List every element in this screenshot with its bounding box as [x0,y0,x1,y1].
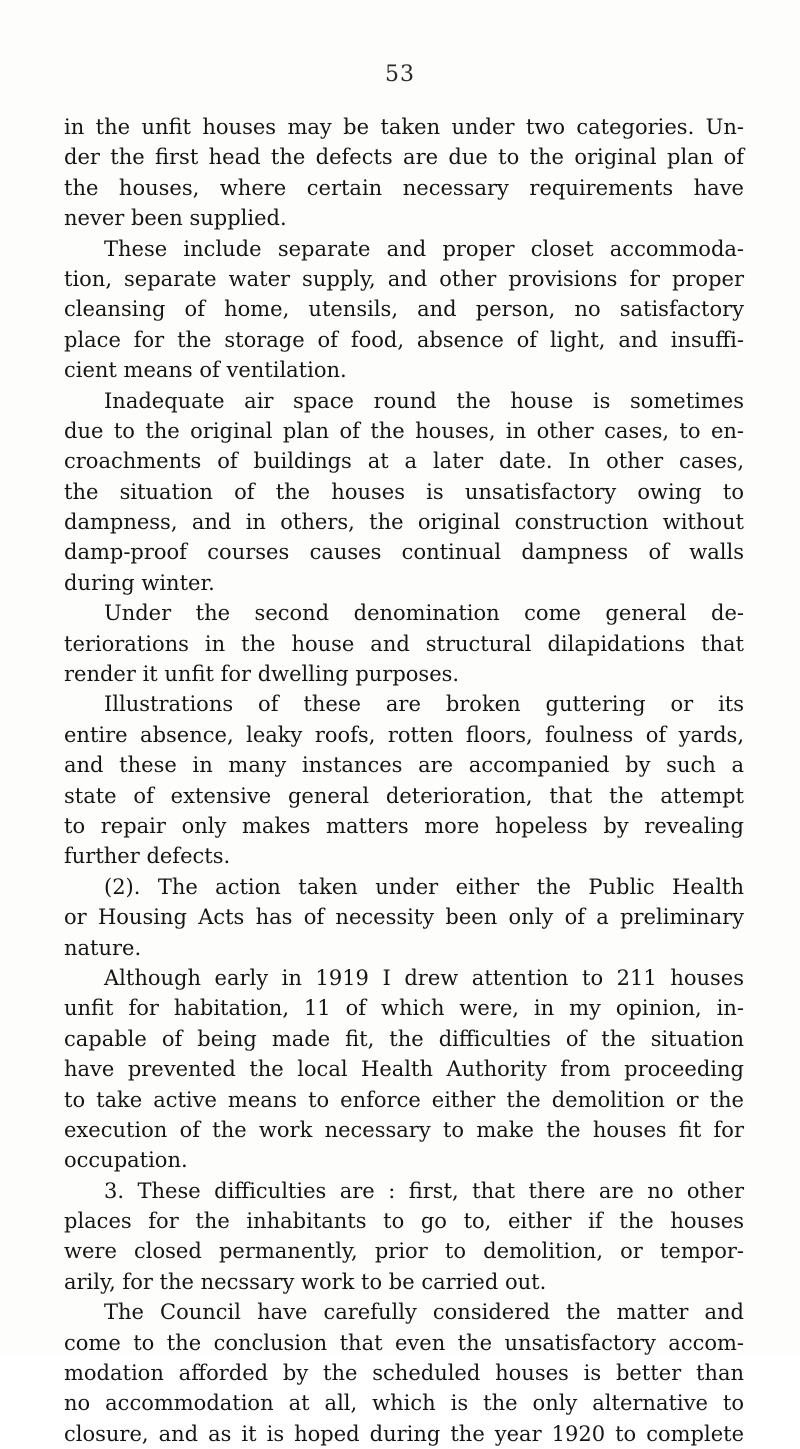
text-line: state of extensive general deterioration, that the attempt [64,783,744,808]
text-line: render it unfit for dwelling purposes. [64,662,460,687]
text-line: 3. These difficulties are : first, that there are no other [104,1178,744,1203]
text-line: to repair only makes matters more hopeless by revealing [64,813,744,838]
text-line: unfit for habitation, 11 of which were, in my opinion, in- [64,996,744,1021]
text-line: the houses, where certain necessary requirements have [64,175,744,200]
text-line: Although early in 1919 I drew attention to 211 houses [104,965,744,990]
text-line: tion, separate water supply, and other provisions for proper [64,266,744,291]
text-line: damp-proof courses causes continual dampness of walls [64,540,744,565]
text-line: execution of the work necessary to make the houses fit for [64,1117,744,1142]
text-line: occupation. [64,1148,188,1173]
text-line: never been supplied. [64,206,287,231]
text-line: cleansing of home, utensils, and person, no satisfactory [64,297,744,322]
text-line: have prevented the local Health Authority from proceeding [64,1057,744,1082]
text-line: and these in many instances are accompanied by such a [64,753,744,778]
text-line: The Council have carefully considered the matter and [104,1300,744,1325]
text-line: were closed permanently, prior to demolition, or tempor- [64,1239,744,1264]
text-line: der the first head the defects are due to the original plan of [64,145,744,170]
body-text [64,112,744,1449]
text-line: further defects. [64,844,231,869]
text-line: croachments of buildings at a later date. In other cases, [64,449,744,474]
text-line: Inadequate air space round the house is sometimes [104,388,744,413]
text-line: Illustrations of these are broken guttering or its [104,692,744,717]
text-line: teriorations in the house and structural dilapidations that [64,631,744,656]
text-line: entire absence, leaky roofs, rotten floors, foulness of yards, [64,722,744,747]
text-line: Under the second denomination come general de- [104,601,744,626]
text-line: arily, for the necssary work to be carried out. [64,1269,547,1294]
text-line: due to the original plan of the houses, in other cases, to en- [64,418,744,443]
text-line: during winter. [64,570,215,595]
text-line: nature. [64,935,142,960]
text-line: These include separate and proper closet accommoda- [104,236,744,261]
text-line: the situation of the houses is unsatisfactory owing to [64,479,744,504]
text-line: come to the conclusion that even the unsatisfactory accom- [64,1330,744,1355]
text-line: dampness, and in others, the original construction without [64,510,744,535]
text-line: places for the inhabitants to go to, either if the houses [64,1209,744,1234]
text-line: modation afforded by the scheduled houses is better than [64,1361,744,1386]
text-line: cient means of ventilation. [64,358,347,383]
text-line: no accommodation at all, which is the only alternative to [64,1391,744,1416]
text-line: capable of being made fit, the difficulties of the situation [64,1026,744,1051]
text-line: closure, and as it is hoped during the year 1920 to complete [64,1421,744,1446]
text-line: place for the storage of food, absence of light, and insuffi- [64,327,744,352]
page-number: 53 [385,62,415,87]
text-line: in the unfit houses may be taken under two categories. Un- [64,115,744,139]
text-line: (2). The action taken under either the Public Health [104,874,744,899]
text-line: or Housing Acts has of necessity been only of a preliminary [64,905,744,930]
text-line: to take active means to enforce either the demolition or the [64,1087,744,1112]
